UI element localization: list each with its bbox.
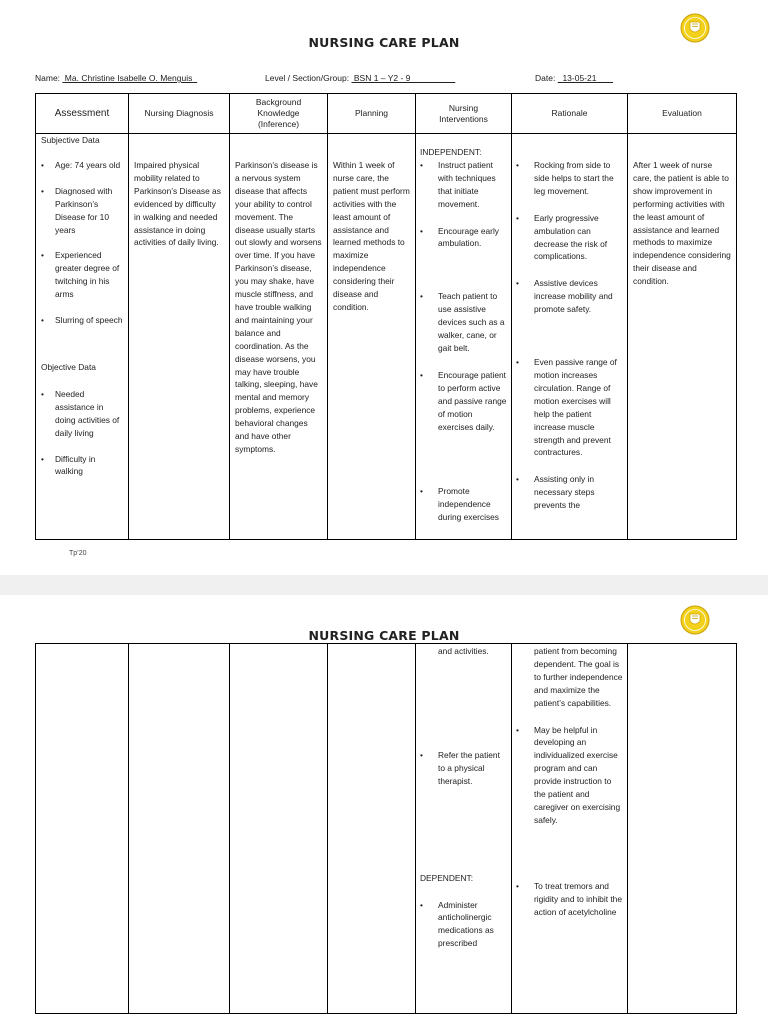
list-item: • Early progressive ambulation can decrease the risk of complications.	[516, 212, 608, 262]
list-item: • Slurring of speech	[41, 315, 123, 326]
diagnosis-text: Impaired physical mobility related to Parkinson’s Disease as evidenced by difficulty in walking and needed assistance in doing activities of daily living.	[134, 160, 221, 248]
name-label: Name:	[35, 73, 61, 83]
page-separator	[0, 575, 768, 595]
school-seal-logo	[680, 605, 710, 635]
background-text: Parkinson’s disease is a nervous system disease that affects your ability to control movement. The disease usually starts out slowly and worsens over time. If you have Parkinson’s disease, you may shake, have muscle stiffness, and have trouble walking and maintaining your balance and coordination. As the disease worsens, you may have trouble talking, sleeping, have mental and memory problems, experience behavioral changes and have other symptoms.	[235, 160, 322, 454]
rationale-cell	[512, 134, 628, 540]
date-field	[535, 73, 613, 83]
col-nursing-diagnosis: Nursing Diagnosis	[129, 94, 230, 134]
list-item: • Experienced greater degree of twitching in his arms	[41, 250, 120, 300]
col-planning: Planning	[328, 94, 416, 134]
continued-rationale: patient from becoming dependent. The goal is to further independence and maximize the patient’s capabilities.	[534, 646, 623, 708]
level-field	[265, 73, 455, 83]
table-body-row	[36, 644, 737, 1014]
page-title: NURSING CARE PLAN	[308, 628, 460, 643]
page-title: NURSING CARE PLAN	[308, 35, 460, 50]
dependent-heading: DEPENDENT:	[420, 872, 474, 883]
evaluation-cell	[628, 134, 737, 540]
list-item: • Rocking from side to side helps to start the leg movement.	[516, 160, 614, 196]
col-rationale: Rationale	[512, 94, 628, 134]
name-field	[35, 73, 197, 83]
date-label: Date:	[535, 73, 556, 83]
list-item: • Assistive devices increase mobility and promote safety.	[516, 278, 613, 315]
col-assessment: Assessment	[36, 94, 129, 134]
independent-heading: INDEPENDENT:	[420, 147, 482, 157]
list-item: • Age: 74 years old	[41, 159, 121, 170]
school-seal-logo	[680, 13, 710, 43]
level-value: BSN 1 – Y2 - 9	[353, 73, 411, 83]
background-cell	[230, 644, 328, 1014]
list-item: • Encourage patient to perform active and passive range of motion exercises daily.	[420, 369, 507, 432]
col-evaluation: Evaluation	[628, 94, 737, 134]
evaluation-cell	[628, 644, 737, 1014]
list-item: • Refer the patient to a physical therapist.	[420, 749, 500, 786]
list-item: • Encourage early ambulation.	[420, 225, 499, 249]
level-label: Level / Section/Group:	[265, 73, 350, 83]
signature-mark: Tp’20	[69, 550, 87, 557]
list-item: • Administer anticholinergic medications as prescribed	[420, 899, 494, 949]
rationale-cell	[512, 644, 628, 1014]
care-plan-table-continued	[35, 643, 737, 1014]
care-plan-table	[35, 93, 737, 540]
list-item: • May be helpful in developing an individualized exercise program and can provide instruction to the patient and caregiver on exercising safely.	[516, 724, 621, 825]
subjective-heading: Subjective Data	[41, 135, 100, 145]
list-item: • Needed assistance in doing activities of daily living	[41, 388, 120, 438]
date-value: 13-05-21	[562, 73, 597, 83]
objective-heading: Objective Data	[41, 361, 96, 372]
continued-intervention: and activities.	[438, 646, 489, 656]
list-item: • Assisting only in necessary steps prevents the	[516, 474, 595, 511]
planning-cell	[328, 134, 416, 540]
assessment-cell	[36, 134, 129, 540]
evaluation-text: After 1 week of nurse care, the patient is able to show improvement in performing activities with the least amount of assistance and learned methods to maximize independence considering their disease and condition.	[633, 160, 731, 287]
planning-cell	[328, 644, 416, 1014]
list-item: • Promote independence during exercises	[420, 486, 499, 523]
planning-text: Within 1 week of nurse care, the patient must perform activities with the least amount of assistance and learned methods to maximize independence considering their disease and condition.	[333, 160, 410, 312]
list-item: • Instruct patient with techniques that initiate movement.	[420, 159, 496, 209]
assessment-cell	[36, 644, 129, 1014]
col-background-knowledge: Background Knowledge (Inference)	[230, 94, 328, 134]
list-item: • Difficulty in walking	[41, 453, 96, 477]
interventions-cell	[416, 134, 512, 540]
diagnosis-cell	[129, 644, 230, 1014]
name-value: Ma. Christine Isabelle O. Menguis	[64, 73, 193, 83]
list-item: • To treat tremors and rigidity and to inhibit the action of acetylcholine	[516, 880, 622, 917]
list-item: • Diagnosed with Parkinson’s Disease for 10 years	[41, 185, 113, 235]
interventions-cell	[416, 644, 512, 1014]
col-nursing-interventions: Nursing Interventions	[416, 94, 512, 134]
background-cell	[230, 134, 328, 540]
list-item: • Even passive range of motion increases circulation. Range of motion exercises will help the patient increase muscle strength and prevent contractures.	[516, 357, 617, 458]
table-body-row	[36, 134, 737, 540]
list-item: • Teach patient to use assistive devices such as a walker, cane, or gait belt.	[420, 291, 505, 353]
page-2	[0, 595, 768, 1024]
diagnosis-cell	[129, 134, 230, 540]
table-header-row	[36, 94, 737, 134]
